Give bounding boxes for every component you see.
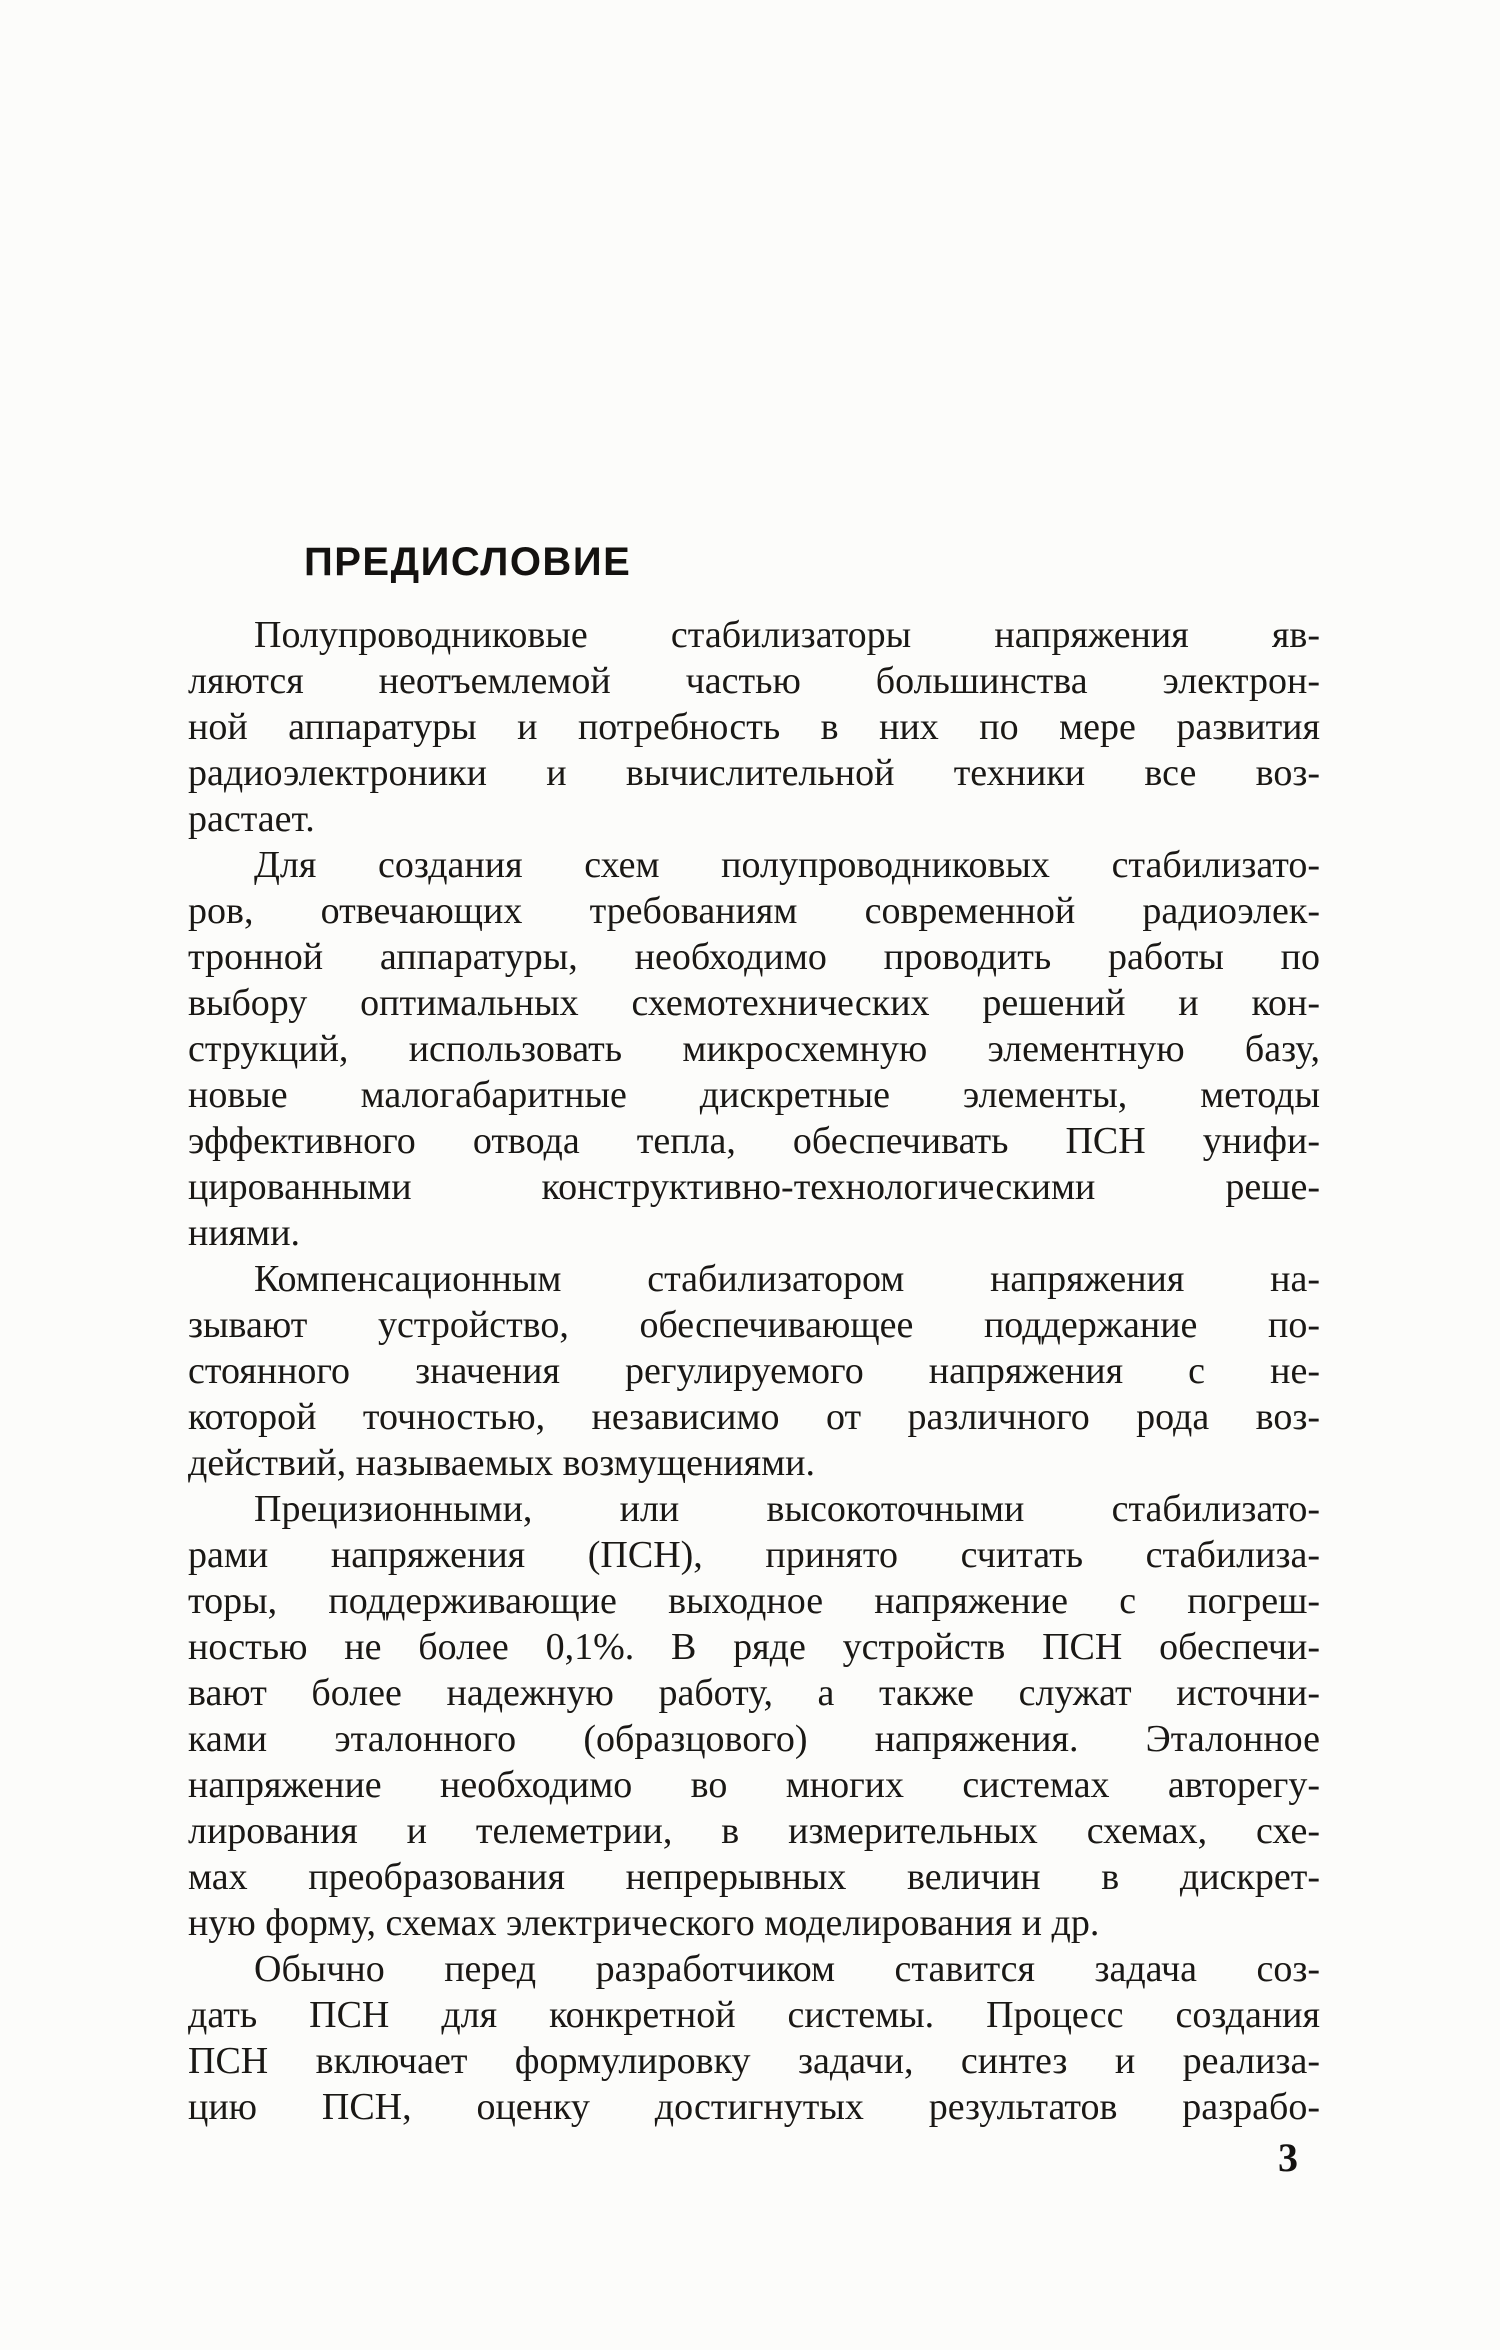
text-line: рами напряжения (ПСН), принято считать стабилиза-	[188, 1534, 1320, 1576]
text-line: мах преобразования непрерывных величин в дискрет-	[188, 1856, 1320, 1898]
paragraph	[188, 612, 1320, 842]
text-line: лирования и телеметрии, в измерительных схемах, схе-	[188, 1810, 1320, 1852]
text-line: которой точностью, независимо от различного рода воз-	[188, 1396, 1320, 1438]
text-line: ниями.	[188, 1212, 301, 1254]
text-line: тронной аппаратуры, необходимо проводить работы по	[188, 936, 1320, 978]
text-line: ров, отвечающих требованиям современной радиоэлек-	[188, 890, 1320, 932]
text-line: ную форму, схемах электрического моделирования и др.	[188, 1902, 1100, 1944]
text-line: цированными конструктивно-технологическими реше-	[188, 1166, 1320, 1208]
text-line: выбору оптимальных схемотехнических решений и кон-	[188, 982, 1320, 1024]
text-line: зывают устройство, обеспечивающее поддержание по-	[188, 1304, 1320, 1346]
page-number: 3	[1278, 2135, 1298, 2180]
text-line: Для создания схем полупроводниковых стабилизато-	[254, 844, 1320, 886]
text-line: растает.	[188, 798, 315, 840]
text-line: радиоэлектроники и вычислительной техники все воз-	[188, 752, 1320, 794]
text-line: дать ПСН для конкретной системы. Процесс создания	[188, 1994, 1320, 2036]
text-line: действий, называемых возмущениями.	[188, 1442, 815, 1484]
text-line: Прецизионными, или высокоточными стабилизато-	[254, 1488, 1320, 1530]
text-line: напряжение необходимо во многих системах авторегу-	[188, 1764, 1320, 1806]
page-content	[188, 540, 1320, 2130]
text-line: торы, поддерживающие выходное напряжение с погреш-	[188, 1580, 1320, 1622]
text-line: Обычно перед разработчиком ставится задача соз-	[254, 1948, 1320, 1990]
text-line: ПСН включает формулировку задачи, синтез и реализа-	[188, 2040, 1320, 2082]
paragraph	[188, 842, 1320, 1256]
text-line: Компенсационным стабилизатором напряжения на-	[254, 1258, 1320, 1300]
paragraph	[188, 1256, 1320, 1486]
paragraph	[188, 1946, 1320, 2130]
text-line: цию ПСН, оценку достигнутых результатов разрабо-	[188, 2086, 1320, 2128]
text-line: эффективного отвода тепла, обеспечивать ПСН унифи-	[188, 1120, 1320, 1162]
text-line: струкций, использовать микросхемную элементную базу,	[188, 1028, 1320, 1070]
page-title: ПРЕДИСЛОВИЕ	[304, 540, 632, 584]
text-line: ками эталонного (образцового) напряжения. Эталонное	[188, 1718, 1320, 1760]
text-line: ностью не более 0,1%. В ряде устройств ПСН обеспечи-	[188, 1626, 1320, 1668]
text-line: новые малогабаритные дискретные элементы, методы	[188, 1074, 1320, 1116]
text-line: вают более надежную работу, а также служат источни-	[188, 1672, 1320, 1714]
text-line: стоянного значения регулируемого напряжения с не-	[188, 1350, 1320, 1392]
text-line: ляются неотъемлемой частью большинства электрон-	[188, 660, 1320, 702]
paragraph	[188, 1486, 1320, 1946]
text-line: Полупроводниковые стабилизаторы напряжения яв-	[254, 614, 1320, 656]
text-line: ной аппаратуры и потребность в них по мере развития	[188, 706, 1320, 748]
body-text	[188, 612, 1320, 2130]
